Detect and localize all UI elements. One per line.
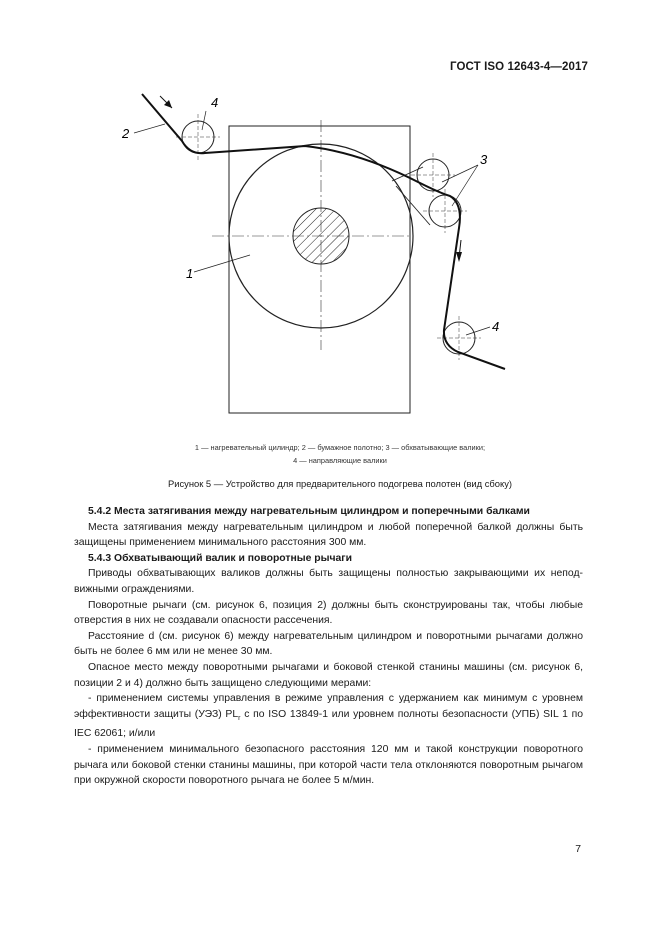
section-5-4-3-para4: Опасное место между поворотными рычагами и боковой стенкой станины машины (см. рисунок 6, позиции 2 и 4) должно быть защищено следующими мерами: bbox=[74, 661, 583, 689]
section-5-4-3-title: 5.4.3 Обхватывающий валик и поворотные рычаги bbox=[88, 552, 353, 564]
section-5-4-3-para1: Приводы обхватывающих валиков должны быть защищены полностью закрывающими их неподвижными ограждениями. bbox=[74, 568, 583, 595]
page-number: 7 bbox=[575, 844, 581, 855]
section-5-4-2-para: Места затягивания между нагревательным цилиндром и любой поперечной балкой должны быть защищены применением минимального расстояния 300 мм. bbox=[74, 521, 583, 549]
machine-frame bbox=[229, 126, 410, 413]
section-5-4-3-para2: Поворотные рычаги (см. рисунок 6, позиция 2) должны быть сконструированы так, чтобы любые отверстия в них не создавали опасности рассечения. bbox=[74, 599, 583, 627]
standard-code: ГОСТ ISO 12643-4—2017 bbox=[450, 61, 588, 73]
figure-legend-line1: 1 — нагревательный цилиндр; 2 — бумажное полотно; 3 — обхватывающие валики; bbox=[194, 443, 486, 452]
section-5-4-3-para3: Расстояние d (см. рисунок 6) между нагревательным цилиндром и поворотными рычагами должно быть не более 6 мм или не менее 30 мм. bbox=[74, 630, 583, 658]
bullet1-subscript: r bbox=[238, 714, 241, 722]
figure-caption: Рисунок 5 — Устройство для предварительного подогрева полотен (вид сбоку) bbox=[167, 478, 513, 489]
label-guide-roller-bottom: 4 bbox=[492, 319, 500, 334]
label-guide-roller-top: 4 bbox=[211, 95, 219, 110]
section-5-4-2-title: 5.4.2 Места затягивания между нагревательным цилиндром и поперечными балками bbox=[88, 506, 530, 517]
label-wrap-rollers: 3 bbox=[480, 152, 488, 167]
label-web: 2 bbox=[122, 126, 130, 141]
section-5-4-3-bullet1 bbox=[74, 691, 583, 742]
bullet1-part-a: - применением системы управления в режиме управления с удержанием как минимум с уровнем эффективности защиты (УЭЗ) PL bbox=[74, 693, 583, 720]
body-text bbox=[74, 504, 583, 789]
bullet1-part-b: с по ISO 13849-1 или уровнем полноты безопасности (УПБ) SIL 1 по IEC 62061; и/или bbox=[74, 708, 583, 740]
section-5-4-3-bullet2: - применением минимального безопасного расстояния 120 мм и такой конструкции поворотного рычага или боковой стенки станины машины, при которой части тела отклоняются поворотным рычагом при окружной скорости поворотного рычага не более 5 м/мин. bbox=[74, 743, 583, 787]
label-cylinder: 1 bbox=[186, 266, 194, 281]
figure-legend-line2: 4 — направляющие валики bbox=[293, 456, 387, 465]
